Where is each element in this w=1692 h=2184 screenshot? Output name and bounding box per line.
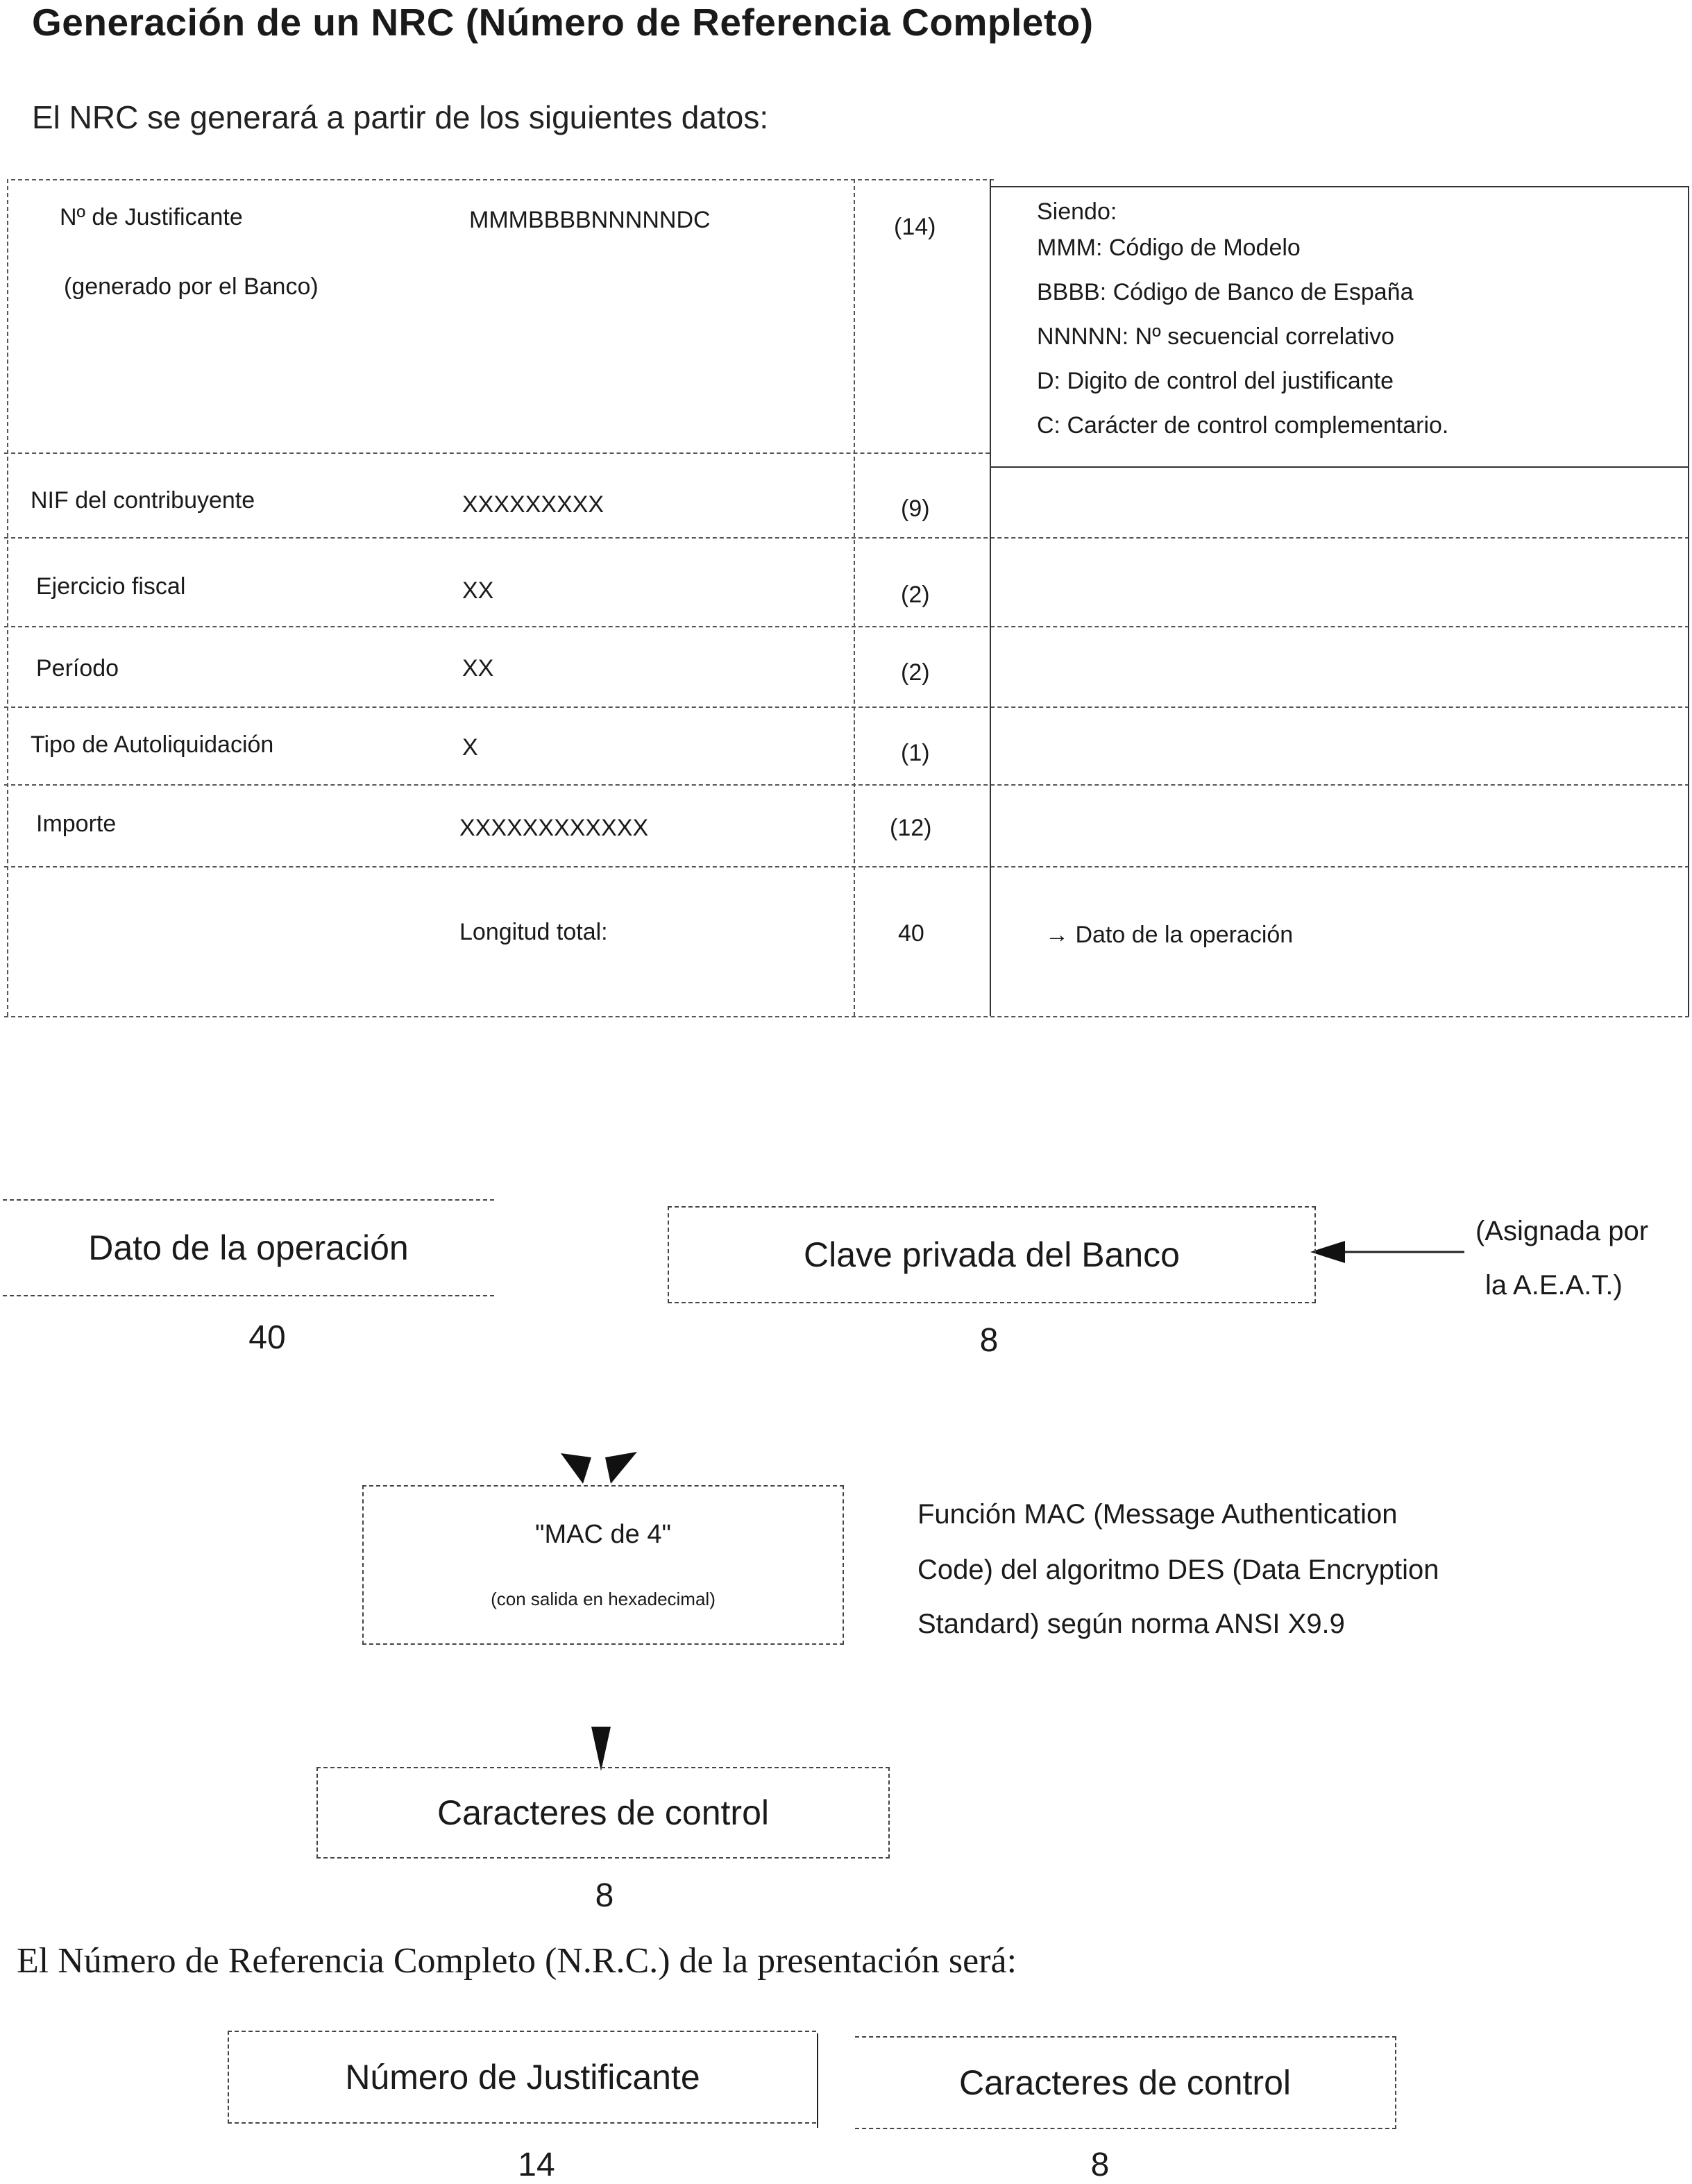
result-justificante-length: 14 [518,2147,555,2183]
mac-subtitle: (con salida en hexadecimal) [491,1589,716,1609]
mac-description-line: Función MAC (Message Authentication [917,1499,1398,1530]
row-format-ejercicio: XX [462,577,494,604]
total-value: 40 [898,920,924,947]
clave-privada-box [668,1206,1316,1303]
row-length-importe: (12) [890,815,932,841]
note-line: NNNNN: Nº secuencial correlativo [1037,323,1395,350]
result-sentence: El Número de Referencia Completo (N.R.C.) de la presentación será: [17,1941,1017,1981]
row-format-justificante: MMMBBBBNNNNNDC [469,207,711,233]
total-note: → Dato de la operación [1045,922,1294,948]
total-label: Longitud total: [459,919,608,945]
mac-description-line: Code) del algoritmo DES (Data Encryption [917,1555,1439,1585]
clave-privada-label: Clave privada del Banco [804,1235,1180,1274]
row-length-justificante: (14) [894,214,936,240]
result-control-box [855,2036,1396,2129]
result-justificante-box [228,2031,816,2124]
row-format-tipo: X [462,734,478,761]
result-control-label: Caracteres de control [958,2063,1291,2102]
row-label-tipo: Tipo de Autoliquidación [31,731,274,758]
mac-title: "MAC de 4" [535,1520,671,1549]
control-chars-length: 8 [595,1877,614,1914]
note-line: MMM: Código de Modelo [1037,235,1301,261]
row-label-ejercicio: Ejercicio fiscal [36,573,186,600]
row-label-periodo: Período [36,655,119,682]
asignada-line-1: (Asignada por [1475,1216,1649,1246]
asignada-line-2: la A.E.A.T.) [1485,1270,1623,1301]
clave-privada-length: 8 [979,1322,999,1359]
mac-description-line: Standard) según norma ANSI X9.9 [917,1609,1345,1639]
row-length-ejercicio: (2) [901,582,930,608]
control-chars-label: Caracteres de control [437,1793,769,1832]
dato-operacion-length: 40 [248,1319,286,1356]
row-format-periodo: XX [462,655,494,682]
dato-operacion-box [3,1199,494,1296]
row-label-justificante: Nº de Justificante [60,204,243,230]
row-format-importe: XXXXXXXXXXXX [459,815,649,841]
intro-text: El NRC se generará a partir de los siguientes datos: [32,99,769,135]
arrow-head-icon [605,1452,637,1484]
row-label-importe: Importe [36,811,117,837]
note-line: C: Carácter de control complementario. [1037,412,1449,439]
row-length-nif: (9) [901,496,930,522]
mac-box [362,1485,844,1645]
result-justificante-label: Número de Justificante [345,2058,700,2097]
result-control-length: 8 [1090,2147,1110,2183]
row-length-tipo: (1) [901,740,930,766]
row-length-periodo: (2) [901,659,930,686]
row-format-nif: XXXXXXXXX [462,491,604,518]
note-line: Siendo: [1037,198,1117,225]
arrow-head-icon [561,1453,591,1484]
dato-operacion-label: Dato de la operación [88,1228,409,1267]
arrow-head-icon [591,1727,611,1771]
note-line: D: Digito de control del justificante [1037,368,1394,394]
row-sublabel-justificante: (generado por el Banco) [64,273,319,300]
page-title: Generación de un NRC (Número de Referencia Completo) [32,1,1094,44]
control-chars-box [316,1767,890,1859]
note-line: BBBB: Código de Banco de España [1037,279,1414,305]
row-label-nif: NIF del contribuyente [31,487,255,514]
